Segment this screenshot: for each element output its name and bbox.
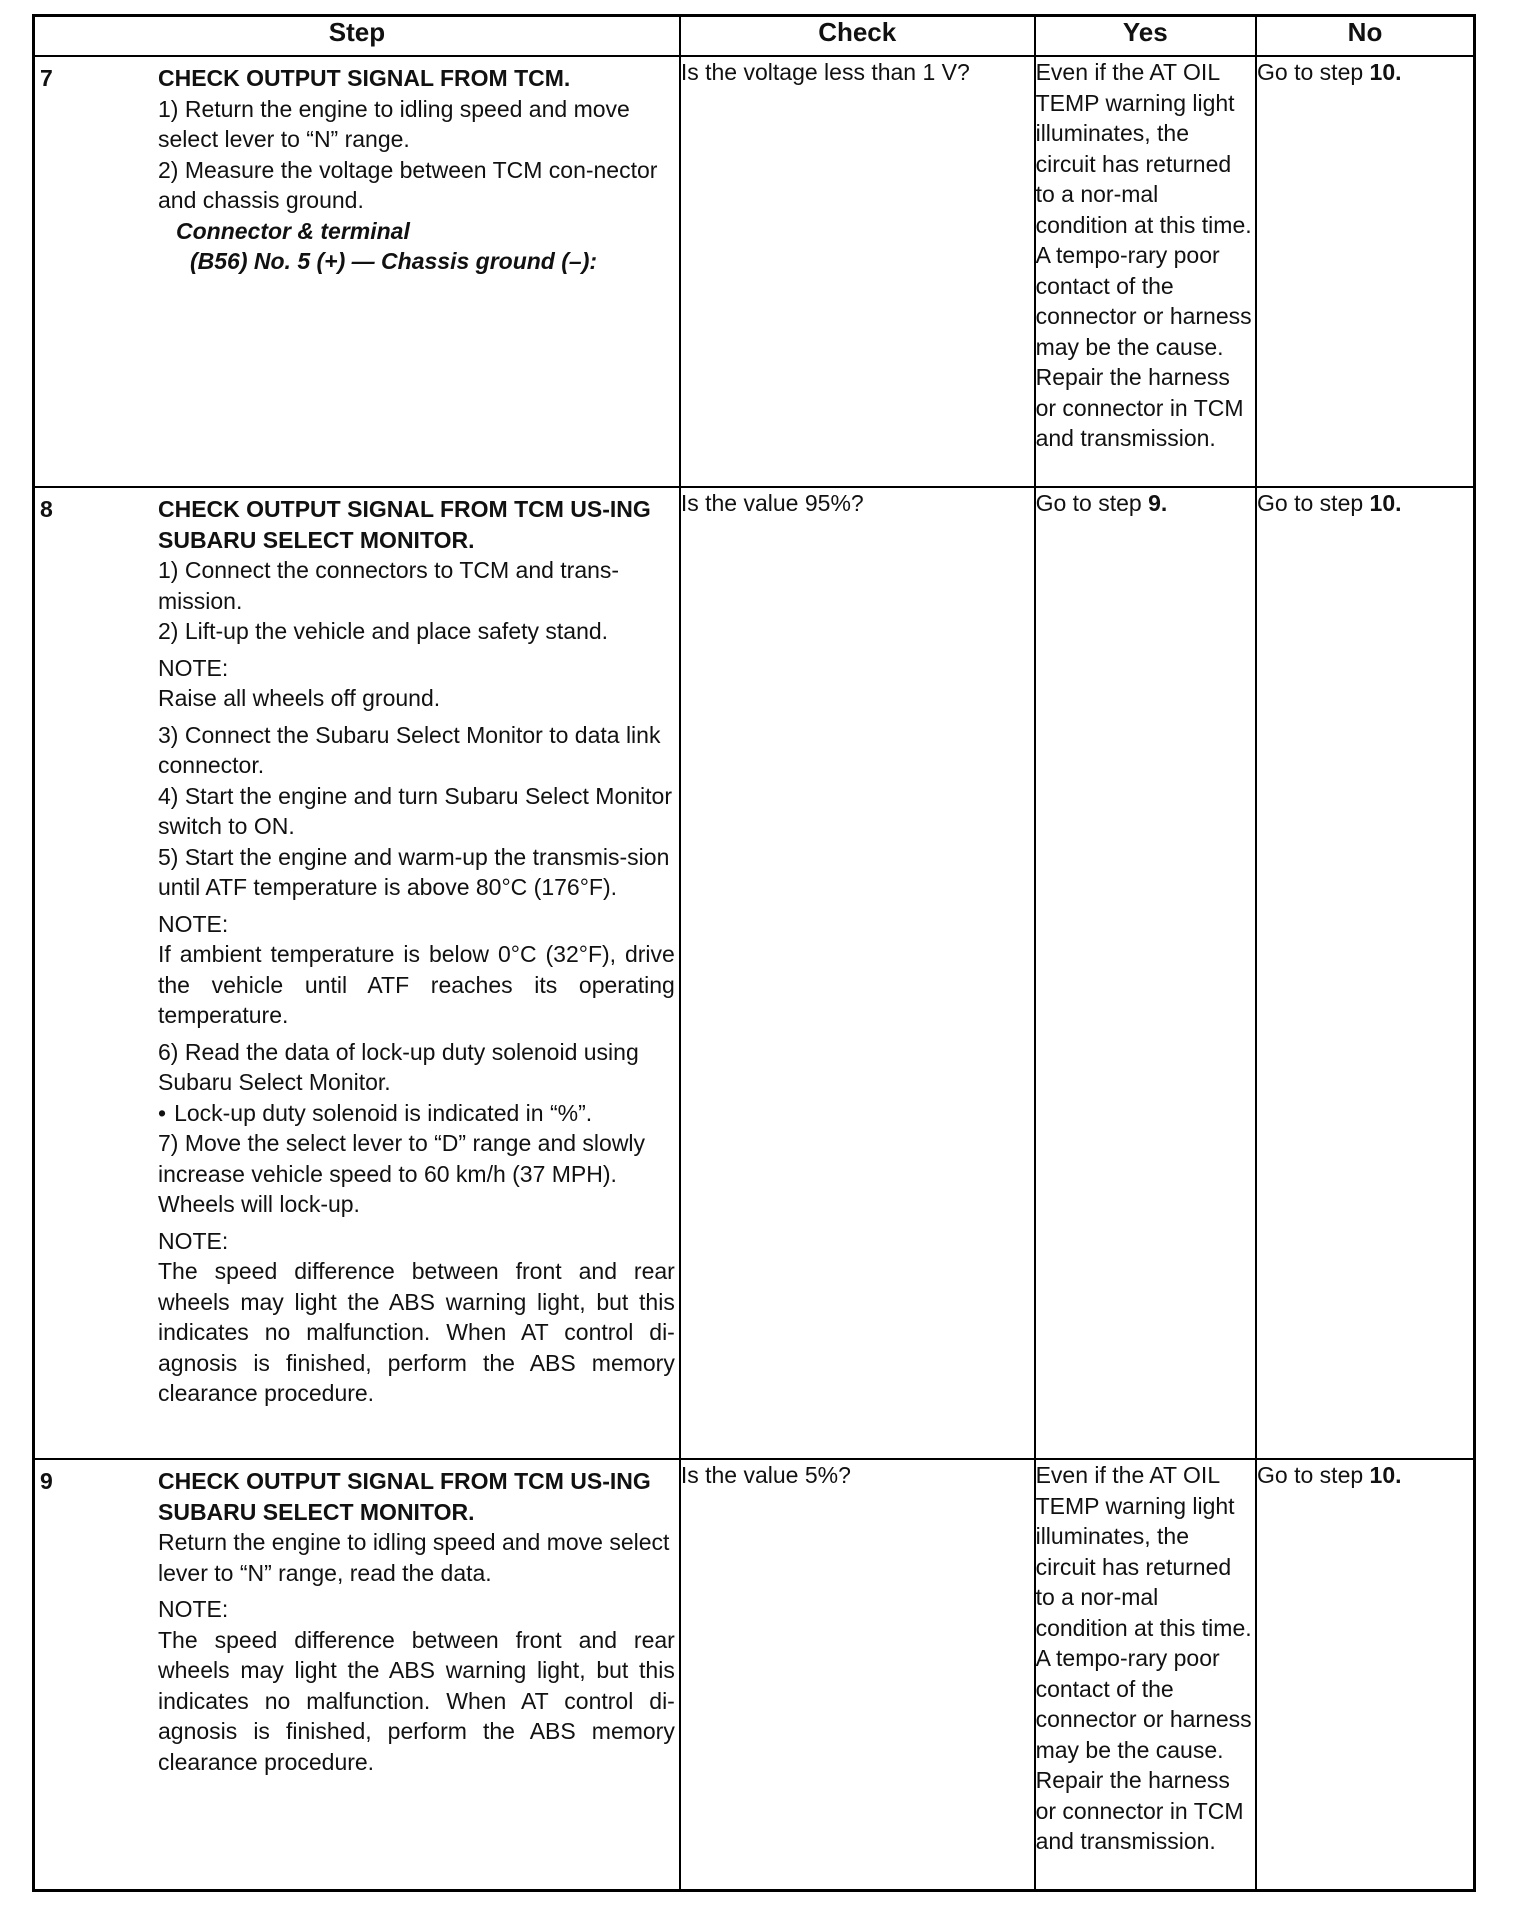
step-instruction: Return the engine to idling speed and move select lever to “N” range, read the data. — [158, 1529, 670, 1586]
yes-prefix: Go to step — [1035, 490, 1149, 516]
note-heading: NOTE: — [158, 1227, 229, 1254]
step-title: CHECK OUTPUT SIGNAL FROM TCM US-ING SUBARU SELECT MONITOR. — [158, 496, 651, 553]
no-step-ref: 10. — [1369, 1462, 1402, 1488]
no-prefix: Go to step — [1257, 1462, 1370, 1488]
bullet-item: • Lock-up duty solenoid is indicated in “%”. — [158, 1098, 675, 1129]
table-row-step-9 — [34, 1459, 1475, 1890]
connector-label: Connector & terminal — [176, 217, 410, 244]
yes-cell: Even if the AT OIL TEMP warning light illuminates, the circuit has returned to a nor-mal condition at this time. A tempo-rary poor contact of the connector or harness may be the cause. Repair the harness or connector in TCM and transmission. — [1035, 1459, 1256, 1890]
check-cell: Is the voltage less than 1 V? — [680, 56, 1035, 487]
step-title: CHECK OUTPUT SIGNAL FROM TCM US-ING SUBARU SELECT MONITOR. — [158, 1468, 651, 1525]
no-cell — [1256, 487, 1474, 1459]
header-no: No — [1256, 16, 1474, 57]
step-instruction: 6) Read the data of lock-up duty solenoid using Subaru Select Monitor. — [158, 1038, 639, 1095]
step-cell — [34, 56, 680, 487]
no-cell — [1256, 56, 1474, 487]
note-heading: NOTE: — [158, 1596, 229, 1622]
step-instruction: 1) Return the engine to idling speed and move select lever to “N” range. — [158, 95, 630, 152]
note-heading: NOTE: — [158, 654, 229, 681]
note-heading: NOTE: — [158, 910, 229, 937]
step-title: CHECK OUTPUT SIGNAL FROM TCM. — [158, 65, 571, 91]
yes-step-ref: 9. — [1148, 490, 1168, 516]
no-prefix: Go to step — [1257, 59, 1370, 85]
step-number: 8 — [40, 496, 53, 522]
diagnostic-table — [32, 14, 1476, 1892]
step-number: 9 — [40, 1468, 53, 1494]
note-text: Raise all wheels off ground. — [158, 685, 441, 711]
note-text: The speed difference between front and rear wheels may light the ABS warning light, but this indicates no malfunction. When AT control di-agnosis is finished, perform the ABS memory clearance procedure. — [158, 1258, 675, 1406]
step-cell — [34, 1459, 680, 1890]
connector-terminal: (B56) No. 5 (+) — Chassis ground (–): — [190, 248, 598, 274]
step-instruction: 2) Lift-up the vehicle and place safety stand. — [158, 618, 609, 644]
yes-cell — [1035, 487, 1256, 1459]
step-instruction: 2) Measure the voltage between TCM con-nector and chassis ground. — [158, 156, 658, 213]
step-number: 7 — [40, 65, 53, 91]
check-cell: Is the value 95%? — [680, 487, 1035, 1459]
step-instruction: 1) Connect the connectors to TCM and trans-mission. — [158, 557, 620, 614]
step-instruction: 5) Start the engine and warm-up the transmis-sion until ATF temperature is above 80°C (176°F). — [158, 843, 670, 900]
step-instruction: 3) Connect the Subaru Select Monitor to data link connector. — [158, 721, 661, 778]
header-row — [34, 16, 1475, 57]
header-check: Check — [680, 16, 1035, 57]
table-row-step-8 — [34, 487, 1475, 1459]
no-step-ref: 10. — [1369, 59, 1402, 85]
table-row-step-7 — [34, 56, 1475, 487]
check-cell: Is the value 5%? — [680, 1459, 1035, 1890]
header-step: Step — [34, 16, 680, 57]
header-yes: Yes — [1035, 16, 1256, 57]
yes-cell: Even if the AT OIL TEMP warning light illuminates, the circuit has returned to a nor-mal condition at this time. A tempo-rary poor contact of the connector or harness may be the cause. Repair the harness or connector in TCM and transmission. — [1035, 56, 1256, 487]
step-cell — [34, 487, 680, 1459]
no-prefix: Go to step — [1257, 490, 1370, 516]
note-text: The speed difference between front and rear wheels may light the ABS warning light, but this indicates no malfunction. When AT control di-agnosis is finished, perform the ABS memory clearance procedure. — [158, 1626, 675, 1775]
no-cell — [1256, 1459, 1474, 1890]
step-instruction: 4) Start the engine and turn Subaru Select Monitor switch to ON. — [158, 782, 672, 839]
no-step-ref: 10. — [1369, 490, 1402, 516]
note-text: If ambient temperature is below 0°C (32°F), drive the vehicle until ATF reaches its operating temperature. — [158, 941, 675, 1028]
step-instruction: 7) Move the select lever to “D” range and slowly increase vehicle speed to 60 km/h (37 MPH). Wheels will lock-up. — [158, 1130, 646, 1217]
